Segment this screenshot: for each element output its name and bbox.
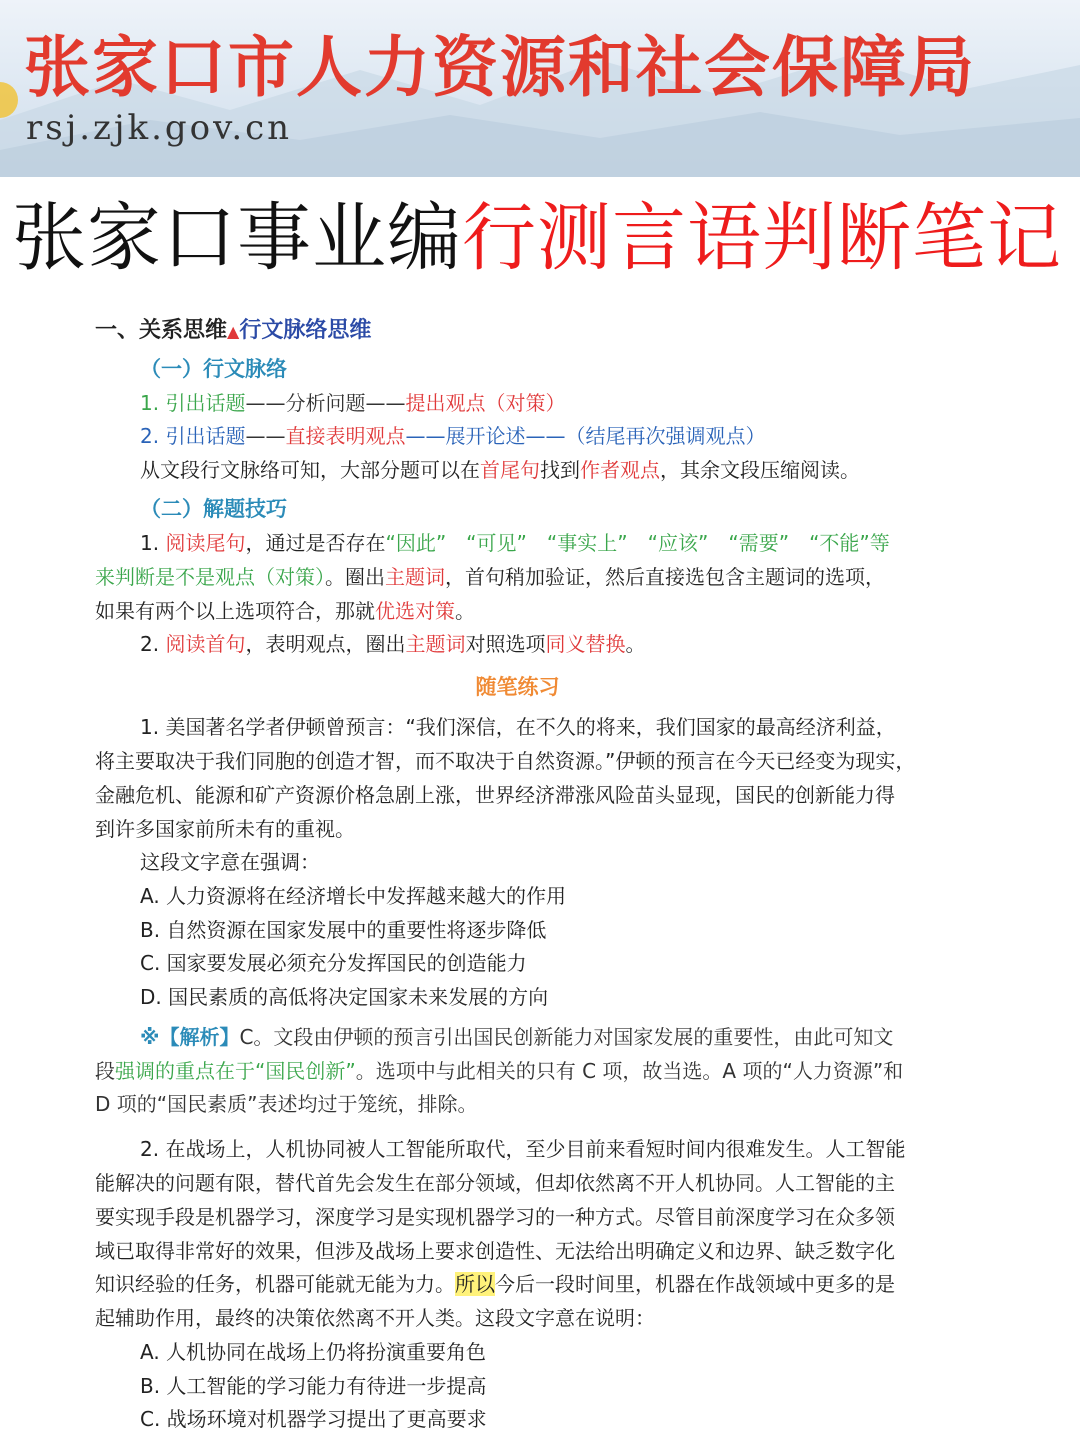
practice-heading: 随笔练习 — [475, 675, 560, 699]
section-heading-a: 一、关系思维 — [95, 318, 228, 343]
q1-analysis-line-3: D 项的“国民素质”表述均过于笼统，排除。 — [95, 1092, 478, 1116]
title-part2: 行测言语判断笔记 — [462, 195, 1062, 281]
q2-option-b[interactable]: B. 人工智能的学习能力有待进一步提高 — [140, 1374, 487, 1398]
q2-line-5: 知识经验的任务，机器可能就无能为力。所以今后一段时间里，机器在作战领域中更多的是 — [95, 1272, 895, 1296]
q2-option-c[interactable]: C. 战场环境对机器学习提出了更高要求 — [140, 1407, 487, 1431]
context-line-3: 从文段行文脉络可知，大部分题可以在首尾句找到作者观点，其余文段压缩阅读。 — [140, 458, 860, 482]
subsection-heading-tips: （二）解题技巧 — [140, 497, 287, 521]
q1-line: 将主要取决于我们同胞的创造才智，而不取决于自然资源。”伊顿的预言在今天已经变为现实， — [95, 749, 916, 773]
q2-option-a[interactable]: A. 人机协同在战场上仍将扮演重要角色 — [140, 1340, 487, 1364]
tip-1-line-3: 如果有两个以上选项符合，那就优选对策。 — [95, 599, 475, 623]
tip-1-line-2: 来判断是不是观点（对策）。圈出主题词，首句稍加验证，然后直接选包含主题词的选项， — [95, 565, 885, 589]
site-url[interactable]: rsj.zjk.gov.cn — [26, 108, 293, 148]
page-title — [12, 196, 1062, 280]
section-heading — [95, 317, 371, 346]
q1-option-c[interactable]: C. 国家要发展必须充分发挥国民的创造能力 — [140, 951, 527, 975]
q1-line: 到许多国家前所未有的重视。 — [95, 817, 355, 841]
q1-analysis-line-1: ※【解析】C。文段由伊顿的预言引出国民创新能力对国家发展的重要性，由此可知文 — [140, 1025, 894, 1049]
analysis-mark: ※【解析】 — [140, 1025, 240, 1049]
header-banner — [0, 0, 1080, 177]
q2-line: 要实现手段是机器学习，深度学习是实现机器学习的一种方式。尽管目前深度学习在众多领 — [95, 1205, 895, 1229]
org-name: 张家口市人力资源和社会保障局 — [24, 29, 976, 106]
q1-line: 1. 美国著名学者伊顿曾预言：“我们深信，在不久的将来，我们国家的最高经济利益， — [140, 715, 896, 739]
context-line-1: 1. 引出话题——分析问题——提出观点（对策） — [140, 391, 566, 415]
tip-2-line: 2. 阅读首句，表明观点，圈出主题词对照选项同义替换。 — [140, 632, 646, 656]
q1-option-d[interactable]: D. 国民素质的高低将决定国家未来发展的方向 — [140, 985, 549, 1009]
q2-line: 起辅助作用，最终的决策依然离不开人类。这段文字意在说明： — [95, 1306, 655, 1330]
q1-prompt: 这段文字意在强调： — [140, 850, 320, 874]
q2-line: 域已取得非常好的效果，但涉及战场上要求创造性、无法给出明确定义和边界、缺乏数字化 — [95, 1239, 895, 1263]
tip-1-line-1: 1. 阅读尾句，通过是否存在“因此” “可见” “事实上” “应该” “需要” “不能”等 — [140, 531, 890, 555]
q2-line: 能解决的问题有限，替代首先会发生在部分领域，但却依然离不开人机协同。人工智能的主 — [95, 1171, 895, 1195]
triangle-icon: ▲ — [227, 322, 240, 341]
q2-line: 2. 在战场上，人机协同被人工智能所取代，至少目前来看短时间内很难发生。人工智能 — [140, 1137, 906, 1161]
subsection-heading-context: （一）行文脉络 — [140, 357, 287, 381]
q1-analysis-line-2: 段强调的重点在于“国民创新”。选项中与此相关的只有 C 项，故当选。A 项的“人力资源”和 — [95, 1059, 904, 1083]
q1-option-a[interactable]: A. 人力资源将在经济增长中发挥越来越大的作用 — [140, 884, 567, 908]
context-line-2: 2. 引出话题——直接表明观点——展开论述——（结尾再次强调观点） — [140, 424, 766, 448]
highlight: 所以 — [455, 1272, 495, 1296]
title-part1: 张家口事业编 — [12, 195, 462, 281]
section-heading-b: 行文脉络思维 — [239, 318, 372, 343]
q1-line: 金融危机、能源和矿产资源价格急剧上涨，世界经济滞涨风险苗头显现，国民的创新能力得 — [95, 783, 895, 807]
q1-option-b[interactable]: B. 自然资源在国家发展中的重要性将逐步降低 — [140, 918, 547, 942]
